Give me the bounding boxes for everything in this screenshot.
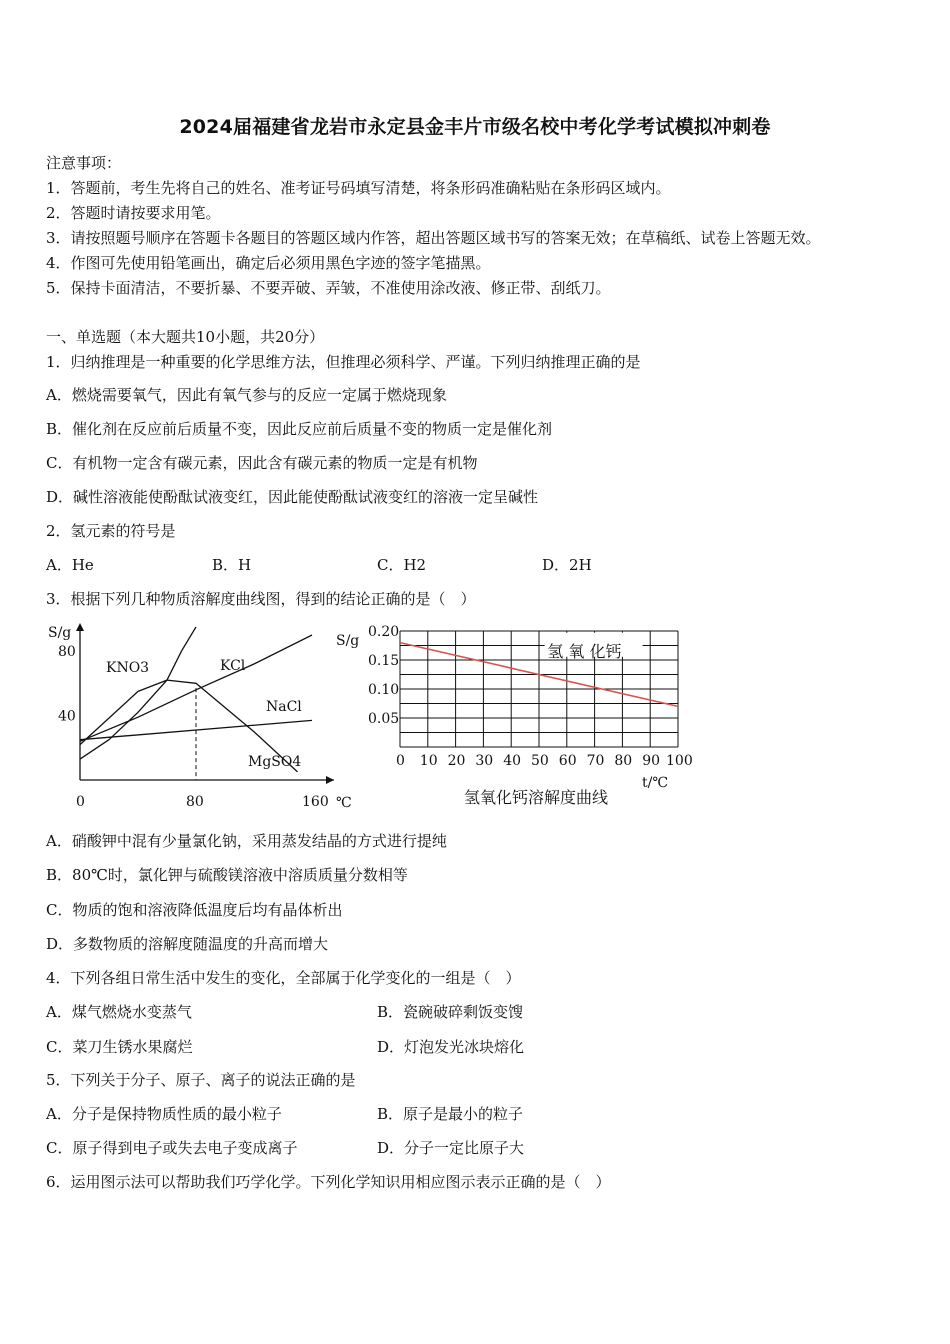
question-1-stem: 1．归纳推理是一种重要的化学思维方法，但推理必须科学、严谨。下列归纳推理正确的是 <box>46 353 641 371</box>
notice-item: 3．请按照题号顺序在答题卡各题目的答题区域内作答，超出答题区域书写的答案无效；在草稿纸、试卷上答题无效。 <box>46 229 821 247</box>
q3-option-c: C．物质的饱和溶液降低温度后均有晶体析出 <box>46 901 343 919</box>
x-tick-label: 100 <box>666 753 693 769</box>
y-axis-arrow <box>76 623 84 631</box>
q4-option-d: D．灯泡发光冰块熔化 <box>377 1038 525 1056</box>
notice-item: 4．作图可先使用铅笔画出，确定后必须用黑色字迹的签字笔描黑。 <box>46 254 491 272</box>
series-label-nacl: NaCl <box>266 699 302 715</box>
notice-item: 1．答题前，考生先将自己的姓名、准考证号码填写清楚，将条形码准确粘贴在条形码区域内。 <box>46 179 671 197</box>
q2-option-a: A．He <box>46 556 94 574</box>
notice-item: 5．保持卡面清洁，不要折暴、不要弄破、弄皱，不准使用涂改液、修正带、刮纸刀。 <box>46 279 611 297</box>
y-axis-label: S/g <box>336 633 360 649</box>
x-axis-label: t/℃ <box>642 775 669 791</box>
q5-option-b: B．原子是最小的粒子 <box>377 1105 524 1123</box>
x-tick-label: 160 <box>302 794 329 810</box>
q5-option-d: D．分子一定比原子大 <box>377 1139 525 1157</box>
question-2-stem: 2．氢元素的符号是 <box>46 522 176 540</box>
y-axis-label: S/g <box>48 625 72 641</box>
q4-option-a: A．煤气燃烧水变蒸气 <box>46 1003 192 1021</box>
y-tick-label: 40 <box>58 708 76 725</box>
x-tick-label: 10 <box>419 753 438 769</box>
q4-option-b: B．瓷碗破碎剩饭变馊 <box>377 1003 524 1021</box>
y-tick-label: 0.05 <box>368 711 400 727</box>
q2-option-c: C．H2 <box>377 556 427 574</box>
x-tick-label: 20 <box>447 753 466 769</box>
q2-option-b: B．H <box>212 556 252 574</box>
legend-label: 氢 氧 化钙 <box>547 642 622 662</box>
notice-item: 2．答题时请按要求用笔。 <box>46 204 221 222</box>
q1-option-b: B．催化剂在反应前后质量不变，因此反应前后质量不变的物质一定是催化剂 <box>46 420 553 438</box>
x-tick-label: 60 <box>558 753 577 769</box>
page-title: 2024届福建省龙岩市永定县金丰片市级名校中考化学考试模拟冲刺卷 <box>179 116 771 138</box>
question-5-stem: 5．下列关于分子、原子、离子的说法正确的是 <box>46 1071 356 1089</box>
x-tick-label: 80 <box>186 794 204 810</box>
question-4-stem: 4．下列各组日常生活中发生的变化，全部属于化学变化的一组是（ ） <box>46 969 521 987</box>
q2-option-d: D．2H <box>542 556 592 574</box>
series-line-kno3 <box>80 627 196 759</box>
series-label-kcl: KCl <box>220 658 246 674</box>
q3-option-a: A．硝酸钾中混有少量氯化钠，采用蒸发结晶的方式进行提纯 <box>46 832 447 850</box>
x-axis-label: ℃ <box>336 795 352 811</box>
series-label-mgso4: MgSO4 <box>248 754 302 770</box>
x-tick-label: 80 <box>614 753 633 769</box>
x-tick-label: 70 <box>586 753 605 769</box>
y-tick-label: 0.10 <box>368 682 400 698</box>
notice-heading: 注意事项： <box>46 154 122 172</box>
q3-option-d: D．多数物质的溶解度随温度的升高而增大 <box>46 935 329 953</box>
x-tick-label: 40 <box>503 753 522 769</box>
y-tick-label: 80 <box>58 644 76 661</box>
x-tick-label: 90 <box>642 753 661 769</box>
chart-title: 氢氧化钙溶解度曲线 <box>464 788 609 807</box>
calcium-hydroxide-chart <box>330 615 710 815</box>
q4-option-c: C．菜刀生锈水果腐烂 <box>46 1038 193 1056</box>
section-heading: 一、单选题（本大题共10小题，共20分） <box>46 328 325 346</box>
series-label-kno3: KNO3 <box>106 660 150 676</box>
q1-option-a: A．燃烧需要氧气，因此有氧气参与的反应一定属于燃烧现象 <box>46 386 447 404</box>
x-tick-label: 50 <box>531 753 549 769</box>
y-tick-label: 0.20 <box>368 624 400 640</box>
y-tick-label: 0.15 <box>368 653 400 669</box>
x-tick-label: 0 <box>76 794 85 810</box>
solubility-chart <box>40 615 370 815</box>
q5-option-c: C．原子得到电子或失去电子变成离子 <box>46 1139 298 1157</box>
q3-option-b: B．80℃时，氯化钾与硫酸镁溶液中溶质质量分数相等 <box>46 866 408 884</box>
x-tick-label: 0 <box>396 753 405 769</box>
question-3-stem: 3．根据下列几种物质溶解度曲线图，得到的结论正确的是（ ） <box>46 590 476 608</box>
question-6-stem: 6．运用图示法可以帮助我们巧学化学。下列化学知识用相应图示表示正确的是（ ） <box>46 1173 611 1191</box>
q5-option-a: A．分子是保持物质性质的最小粒子 <box>46 1105 282 1123</box>
x-tick-label: 30 <box>475 753 494 769</box>
q1-option-c: C．有机物一定含有碳元素，因此含有碳元素的物质一定是有机物 <box>46 454 478 472</box>
q1-option-d: D．碱性溶液能使酚酞试液变红，因此能使酚酞试液变红的溶液一定呈碱性 <box>46 488 539 506</box>
